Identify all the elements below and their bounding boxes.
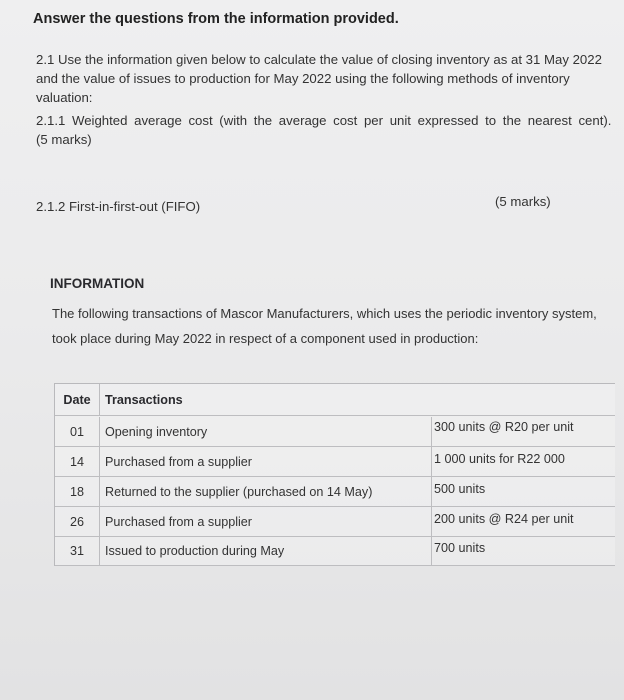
information-heading: INFORMATION <box>50 276 145 291</box>
row-detail: 300 units @ R20 per unit <box>434 420 574 434</box>
row-detail: 1 000 units for R22 000 <box>434 452 565 466</box>
row-date: 26 <box>69 514 84 529</box>
row-transaction: Purchased from a supplier <box>101 447 432 476</box>
row-detail: 700 units <box>434 541 486 555</box>
row-transaction: Purchased from a supplier <box>101 507 432 536</box>
question-2-1-1 <box>36 111 616 149</box>
table-row <box>55 477 615 507</box>
transactions-table <box>54 383 615 566</box>
question-2-1-2-marks: (5 marks) <box>495 194 551 209</box>
question-2-1-1-marks: (5 marks) <box>36 132 92 147</box>
row-date: 14 <box>69 454 84 469</box>
information-paragraph: The following transactions of Mascor Manufacturers, which uses the periodic inventory system, took place during May 2022 in respect of a component used in production: <box>52 306 597 346</box>
question-2-1-1-text: 2.1.1 Weighted average cost (with the average cost per unit expressed to the nearest cent). <box>36 113 612 128</box>
table-row <box>55 536 615 566</box>
row-date: 01 <box>69 424 84 439</box>
row-transaction: Returned to the supplier (purchased on 14 May) <box>101 477 432 506</box>
header-date: Date <box>55 384 100 415</box>
row-detail: 500 units <box>434 482 486 496</box>
row-transaction: Issued to production during May <box>101 536 432 565</box>
row-date: 31 <box>69 543 84 558</box>
row-transaction: Opening inventory <box>101 417 432 446</box>
header-transactions: Transactions <box>105 392 183 407</box>
table-row <box>55 447 615 477</box>
page-title: Answer the questions from the information provided. <box>33 11 399 27</box>
row-detail: 200 units @ R24 per unit <box>434 512 574 526</box>
question-2-1-2-text: 2.1.2 First-in-first-out (FIFO) <box>36 199 201 214</box>
question-2-1: 2.1 Use the information given below to calculate the value of closing inventory as at 31 May 2022 and the value of issues to production for May 2022 using the following methods of inventory valuation: <box>36 52 602 105</box>
table-row <box>55 417 615 447</box>
table-header-row <box>55 384 615 416</box>
table-row <box>55 507 615 537</box>
row-date: 18 <box>69 484 84 499</box>
